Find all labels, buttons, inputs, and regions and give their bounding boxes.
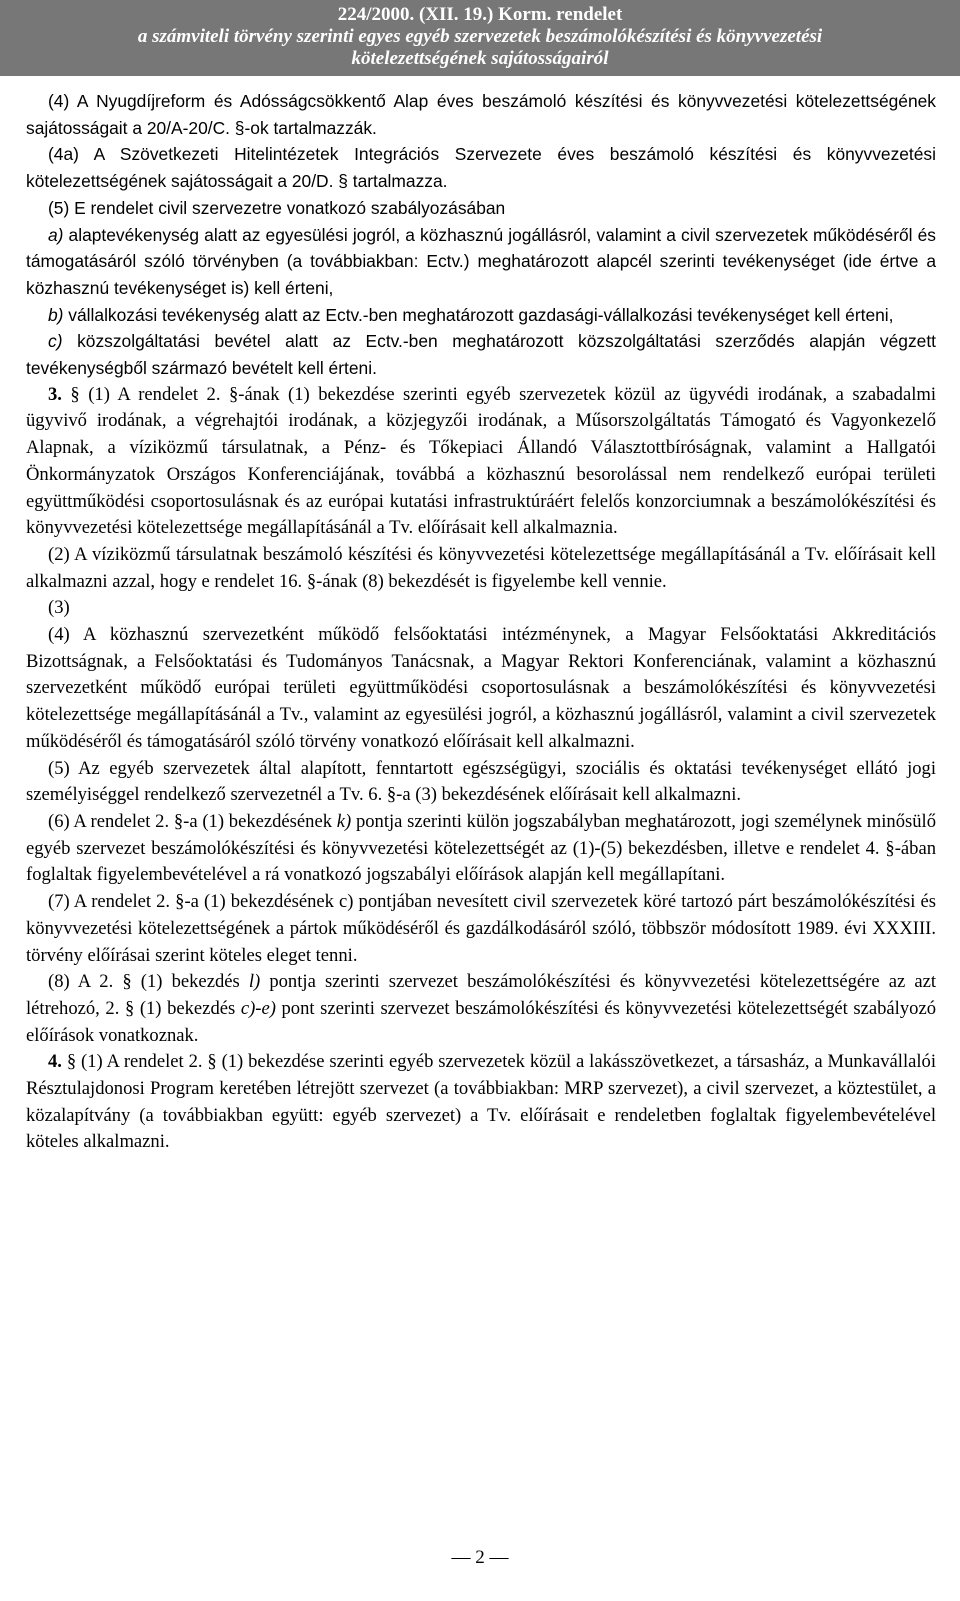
point-text-c: közszolgáltatási bevétel alatt az Ectv.-ben meghatározott közszolgáltatási szerződés alapján végzett tevékenységből származó bevételt kell érteni. [26,331,936,379]
section-3-text: § (1) A rendelet 2. §-ának (1) bekezdése szerinti egyéb szervezetek közül az ügyvédi irodának, a szabadalmi ügyvivő irodának, a végrehajtói irodának, a közjegyzői irodának, a Műsorszolgáltatás Támogató és Vagyonkezelő Alapnak, a víziközmű társulatnak, a Pénz- és Tőkepiaci Állandó Választottbíróságnak, valamint a Hallgatói Önkormányzatok Országos Konferenciájának, továbbá a közhasznú besorolással nem rendelkező európai területi együttműködési csoportosulásnak és az európai kutatási infrastruktúráért felelős konzorciumnak a beszámolókészítési és könyvvezetési kötelezettsége megállapításánál a Tv. előírásait kell alkalmaznia. [26,383,936,539]
section-4-paragraph-1 [26,1049,936,1156]
paragraph-5b [26,302,936,329]
section-3-paragraph-3: (3) [48,597,70,619]
p8-text-end: pont szerinti szervezet beszámolókészítési és könyvvezetési kötelezettségét szabályozó előírások vonatkoznak. [26,997,936,1046]
point-label-k: k) [336,810,352,832]
paragraph-5: (5) E rendelet civil szervezetre vonatkozó szabályozásában [48,197,506,218]
paragraph-5a [26,222,936,302]
point-label-l: l) [248,971,261,993]
point-label-c-e: c)-e) [240,997,276,1019]
section-3-paragraph-8 [26,969,936,1049]
page-number: — 2 — [451,1547,509,1568]
paragraph-4a: (4a) A Szövetkezeti Hitelintézetek Integrációs Szervezete éves beszámoló készítési és könyvvezetési kötelezettségének sajátosságait a 20/D. § tartalmazza. [26,144,936,192]
header-subtitle-line1: a számviteli törvény szerinti egyes egyéb szervezetek beszámolókészítési és könyvvezetési [137,26,823,47]
point-text-a: alaptevékenység alatt az egyesülési jogról, a közhasznú jogállásról, valamint a civil szervezetek működéséről és támogatásáról szóló törvényben (a továbbiakban: Ectv.) meghatározott alapcél szerinti tevékenységet (ide értve a közhasznú tevékenységet is) kell érteni, [26,224,936,298]
document-body [26,88,936,1156]
section-3-paragraph-1 [26,382,936,542]
section-3-paragraph-5: (5) Az egyéb szervezetek által alapított, fenntartott egészségügyi, szociális és oktatási tevékenységet ellátó jogi személyiséggel rendelkező szervezetnél a Tv. 6. §-a (3) bekezdésének előírásait kell alkalmazni. [26,757,936,806]
p8-text-start: (8) A 2. § (1) bekezdés [48,971,249,993]
p6-text-end: pontja szerinti külön jogszabályban meghatározott, jogi személynek minősülő egyéb szervezet beszámolókészítési és könyvvezetési kötelezettségét az (1)-(5) bekezdésben, illetve e rendelet 4. §-ában foglaltak figyelembevételével a rá vonatkozó jogszabályi előírások alapján kell megállapítani. [26,810,937,886]
point-label-c: c) [48,331,63,352]
section-3-paragraph-7: (7) A rendelet 2. §-a (1) bekezdésének c) pontjában nevesített civil szervezetek köré tartozó párt beszámolókészítési és könyvvezetési kötelezettségének a pártok működéséről és gazdálkodásáról szóló, többször módosított 1989. évi XXXIII. törvény előírásai szerint köteles eleget tenni. [26,891,936,966]
point-label-a: a) [48,224,64,245]
p8-text-middle: pontja szerinti szervezet beszámolókészítési és könyvvezetési kötelezettségére az azt létrehozó, 2. § (1) bekezdés [26,971,936,1019]
section-number-3: 3. [48,383,62,405]
section-3-paragraph-4: (4) A közhasznú szervezetként működő felsőoktatási intézménynek, a Magyar Felsőoktatási Akkreditációs Bizottságnak, a Felsőoktatási és Tudományos Tanácsnak, a Magyar Rektori Konferenciának, valamint a közhasznú szervezetként működő európai területi együttműködési csoportosulásnak a beszámolókészítési és könyvvezetési kötelezettsége megállapításánál a Tv., valamint az egyesülési jogról, a közhasznú jogállásról, valamint a civil szervezetek működéséről és támogatásáról szóló törvény vonatkozó előírásait kell alkalmazni. [26,624,936,752]
paragraph-4: (4) A Nyugdíjreform és Adósságcsökkentő Alap éves beszámoló készítési és könyvvezetési kötelezettségének sajátosságait a 20/A-20/C. §-ok tartalmazzák. [26,91,936,138]
section-number-4: 4. [48,1051,62,1073]
header-decree-title: 224/2000. (XII. 19.) Korm. rendelet [337,4,623,25]
p6-text-start: (6) A rendelet 2. §-a (1) bekezdésének [48,810,337,832]
section-4-text: § (1) A rendelet 2. § (1) bekezdése szerinti egyéb szervezetek közül a lakásszövetkezet, a társasház, a Munkavállalói Résztulajdonosi Program keretében létrejött szervezet (a továbbiakban: MRP szervezet), a civil szervezet, a köztestület, a közalapítvány (a továbbiakban együtt: egyéb szervezet) a Tv. előírásait e rendeletben foglaltak figyelembevételével köteles alkalmazni. [26,1051,936,1153]
point-label-b: b) [48,304,64,325]
section-3-paragraph-6 [26,809,936,889]
paragraph-5c [26,328,936,381]
running-header [0,0,960,76]
header-subtitle-line2: kötelezettségének sajátosságairól [351,48,609,69]
point-text-b: vállalkozási tevékenység alatt az Ectv.-ben meghatározott gazdasági-vállalkozási tevékenységet kell érteni, [63,304,894,325]
section-3-paragraph-2: (2) A víziközmű társulatnak beszámoló készítési és könyvvezetési kötelezettsége megállapításánál a Tv. előírásait kell alkalmazni azzal, hogy e rendelet 16. §-ának (8) bekezdését is figyelembe kell vennie. [26,543,936,592]
